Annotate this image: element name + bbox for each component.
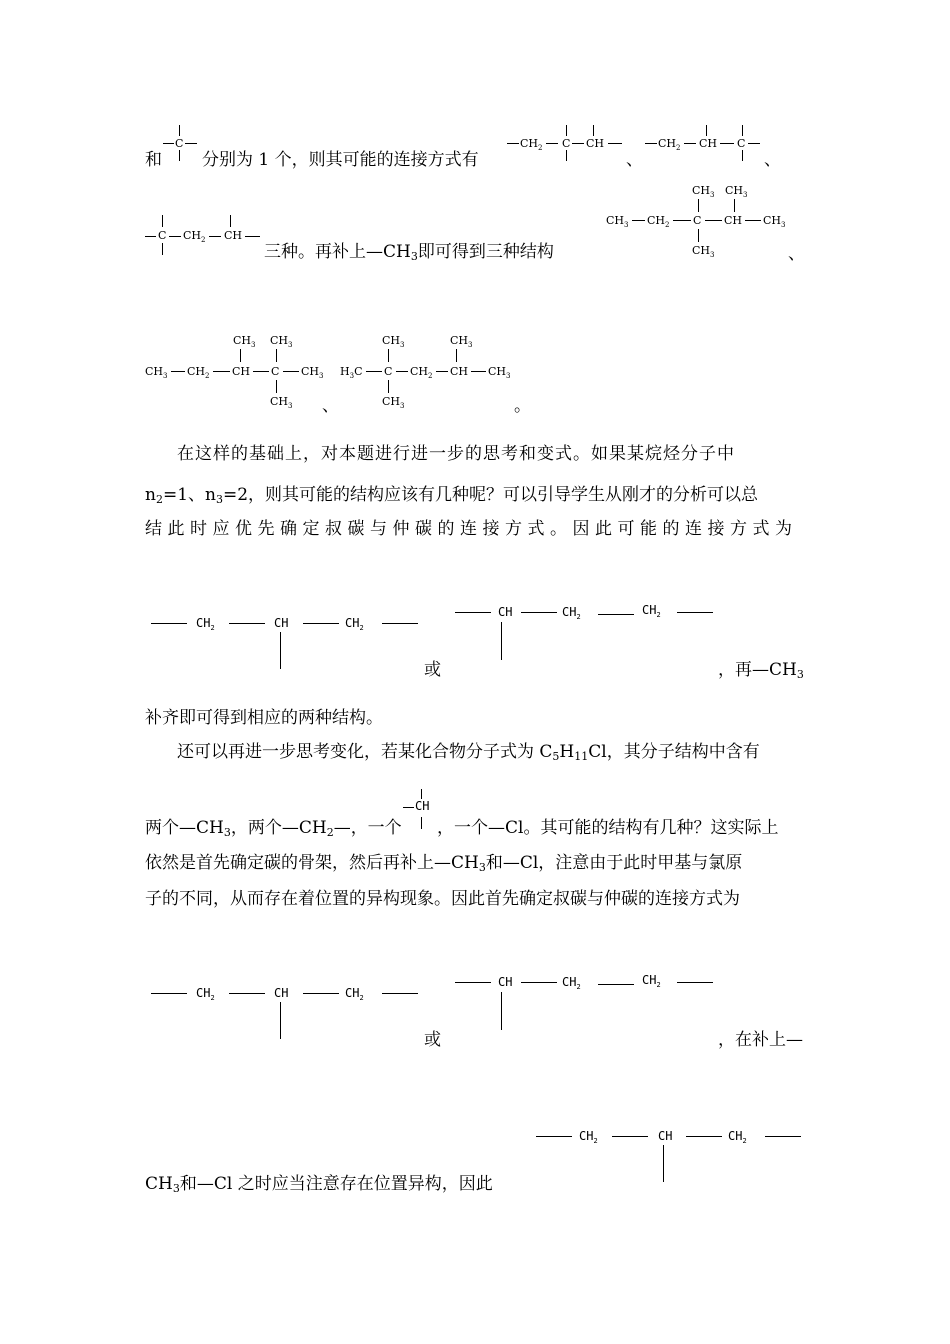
separator: 、 — [788, 244, 805, 264]
para2-line2-b: ，一个—Cl。其可能的结构有几种？这实际上 — [437, 818, 779, 838]
separator: 、 — [322, 396, 339, 416]
para1-line3: 结此时应优先确定叔碳与仲碳的连接方式。因此可能的连接方式为 — [145, 519, 798, 539]
para2-line3: 依然是首先确定碳的骨架，然后再补上$—CH_3$和—Cl，注意由于此时甲基与氯原 — [145, 853, 743, 874]
separator: 、 — [626, 150, 643, 170]
frag3-last-line: $CH_3$和—Cl 之时应当注意存在位置异构，因此 — [145, 1174, 493, 1195]
separator: 、 — [764, 150, 781, 170]
text-he: 和 — [145, 150, 162, 170]
text-or: 或 — [424, 1030, 441, 1050]
para2-line1: 还可以再进一步思考变化，若某化合物分子式为 $C_5H_{11}Cl$，其分子结构中含有 — [177, 742, 760, 763]
para2-line2-a: 两个$—CH_3$，两个$—CH_2—$，一个 — [145, 818, 402, 839]
text-then-add: ，在补上— — [718, 1030, 803, 1050]
period: 。 — [514, 396, 531, 416]
para1-line1: 在这样的基础上，对本题进行进一步的思考和变式。如果某烷烃分子中 — [177, 444, 735, 464]
text-then-ch3: ，再$—CH_3$ — [718, 660, 804, 681]
document-page: 和 C 分别为 1 个，则其可能的连接方式有 $CH_2$ C CH 、 $CH_2$ CH C 、 C $CH_2$ CH 三种。再补上$—CH_3$即可得到三种结构 $CH_3$ $CH_3$ $CH_3$ $CH_2$ C CH $CH_3$ $CH_3$ 、 $CH_3$ $CH_3$ $CH_3$ $CH_2$ CH C $CH_3$ $CH_3$ 、 $CH_3$ $CH_3$ $H_3C$ C $CH_2$ CH $CH_3$ $CH_3$ 。 在这样的基础上，对本题进行进一步的思考和变式。如果某烷烃分子中 $n_2=1$、$n_3=2$，则其可能的结构应该有几种呢？可以引导学生从刚才的分析可以总 结此时应优先确定叔碳与仲碳的连接方式。因此可能的连接方式为 $CH_2$ CH $CH_2$ CH $CH_2$ $CH_2$ 或 ，再$—CH_3$ 补齐即可得到相应的两种结构。 还可以再进一步思考变化，若某化合物分子式为 $C_5H_{11}Cl$，其分子结构中含有 两个$—CH_3$，两个$—CH_2—$，一个 CH ，一个—Cl。其可能的结构有几种？这实际上 依然是首先确定碳的骨架，然后再补上$—CH_3$和—Cl，注意由于此时甲基与氯原 子的不同，从而存在着位置的异构现象。因此首先确定叔碳与仲碳的连接方式为 $CH_2$ CH $CH_2$ CH $CH_2$ $CH_2$ 或 ，在补上— $CH_2$ CH $CH_2$ $CH_3$和—Cl 之时应当注意存在位置异构，因此 — [0, 0, 950, 1344]
text-three-kinds: 三种。再补上$—CH_3$即可得到三种结构 — [264, 242, 554, 263]
para1-line2: $n_2=1$、$n_3=2$，则其可能的结构应该有几种呢？可以引导学生从刚才的分析可以总 — [145, 485, 759, 506]
text-count: 分别为 1 个，则其可能的连接方式有 — [202, 150, 479, 170]
text-or: 或 — [424, 660, 441, 680]
frag2-line: 补齐即可得到相应的两种结构。 — [145, 708, 383, 728]
para2-line4: 子的不同，从而存在着位置的异构现象。因此首先确定叔碳与仲碳的连接方式为 — [145, 889, 740, 909]
